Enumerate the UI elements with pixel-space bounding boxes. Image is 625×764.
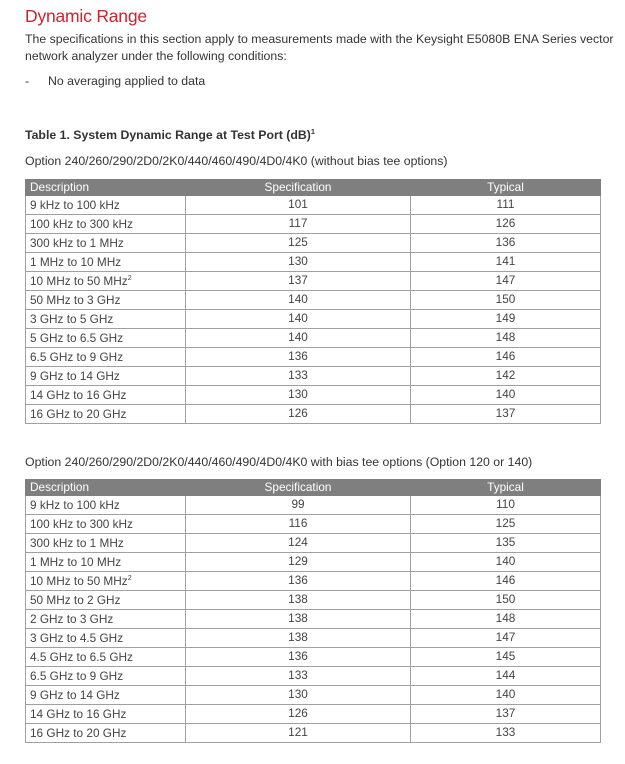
- cell-description: [26, 705, 186, 724]
- frequency-range: 9 kHz to 100 kHz: [30, 498, 120, 512]
- condition-bullet: -: [25, 74, 30, 88]
- cell-description: [26, 272, 186, 291]
- table-row: [26, 610, 601, 629]
- frequency-range: 14 GHz to 16 GHz: [30, 707, 127, 721]
- cell-description: [26, 291, 186, 310]
- frequency-range: 5 GHz to 6.5 GHz: [30, 331, 124, 345]
- cell-description: [26, 386, 186, 405]
- cell-specification: 140: [186, 329, 411, 348]
- cell-typical: 111: [411, 196, 601, 215]
- table-header-row: [26, 179, 601, 196]
- cell-typical: 140: [411, 553, 601, 572]
- table-row: [26, 515, 601, 534]
- cell-description: [26, 724, 186, 743]
- frequency-range: 16 GHz to 20 GHz: [30, 726, 127, 740]
- cell-specification: 117: [186, 215, 411, 234]
- cell-specification: 130: [186, 686, 411, 705]
- table-header-row: [26, 479, 601, 496]
- cell-typical: 150: [411, 291, 601, 310]
- table-row: [26, 253, 601, 272]
- cell-specification: 129: [186, 553, 411, 572]
- frequency-range: 4.5 GHz to 6.5 GHz: [30, 650, 133, 664]
- cell-description: [26, 348, 186, 367]
- table-row: [26, 405, 601, 424]
- frequency-range: 3 GHz to 4.5 GHz: [30, 631, 124, 645]
- cell-description: [26, 686, 186, 705]
- cell-description: [26, 405, 186, 424]
- table-row: [26, 591, 601, 610]
- cell-specification: 99: [186, 496, 411, 515]
- cell-specification: 133: [186, 367, 411, 386]
- cell-typical: 110: [411, 496, 601, 515]
- footnote-marker: 2: [127, 575, 132, 582]
- frequency-range: 3 GHz to 5 GHz: [30, 312, 114, 326]
- cell-description: [26, 629, 186, 648]
- header-description: Description: [26, 479, 186, 496]
- cell-typical: 150: [411, 591, 601, 610]
- condition-item: [25, 74, 205, 88]
- cell-typical: 140: [411, 686, 601, 705]
- table-row: [26, 724, 601, 743]
- cell-typical: 141: [411, 253, 601, 272]
- table-row: [26, 496, 601, 515]
- table-row: [26, 534, 601, 553]
- cell-specification: 130: [186, 386, 411, 405]
- dynamic-range-table-without-bias-tee: [25, 179, 601, 424]
- cell-description: [26, 329, 186, 348]
- cell-description: [26, 310, 186, 329]
- frequency-range: 6.5 GHz to 9 GHz: [30, 669, 124, 683]
- condition-text: No averaging applied to data: [48, 74, 206, 88]
- frequency-range: 2 GHz to 3 GHz: [30, 612, 114, 626]
- table-row: [26, 291, 601, 310]
- cell-typical: 133: [411, 724, 601, 743]
- table-row: [26, 234, 601, 253]
- cell-specification: 137: [186, 272, 411, 291]
- cell-typical: 148: [411, 610, 601, 629]
- frequency-range: 16 GHz to 20 GHz: [30, 407, 127, 421]
- header-specification: Specification: [186, 479, 411, 496]
- dynamic-range-table-with-bias-tee: [25, 479, 601, 743]
- cell-description: [26, 553, 186, 572]
- table-row: [26, 310, 601, 329]
- frequency-range: 300 kHz to 1 MHz: [30, 236, 124, 250]
- cell-typical: 135: [411, 534, 601, 553]
- table-row: [26, 348, 601, 367]
- cell-specification: 121: [186, 724, 411, 743]
- frequency-range: 50 MHz to 3 GHz: [30, 293, 121, 307]
- table-row: [26, 553, 601, 572]
- cell-typical: 147: [411, 272, 601, 291]
- frequency-range: 10 MHz to 50 MHz: [30, 574, 128, 588]
- cell-description: [26, 196, 186, 215]
- header-description: Description: [26, 179, 186, 196]
- table-row: [26, 272, 601, 291]
- table-row: [26, 629, 601, 648]
- header-specification: Specification: [186, 179, 411, 196]
- cell-description: [26, 496, 186, 515]
- cell-description: [26, 215, 186, 234]
- cell-typical: 140: [411, 386, 601, 405]
- table-row: [26, 367, 601, 386]
- cell-specification: 133: [186, 667, 411, 686]
- table-title: [25, 127, 315, 142]
- table-row: [26, 667, 601, 686]
- cell-typical: 144: [411, 667, 601, 686]
- cell-specification: 126: [186, 705, 411, 724]
- table-row: [26, 329, 601, 348]
- cell-description: [26, 591, 186, 610]
- cell-typical: 149: [411, 310, 601, 329]
- cell-specification: 140: [186, 310, 411, 329]
- cell-description: [26, 667, 186, 686]
- frequency-range: 9 GHz to 14 GHz: [30, 369, 120, 383]
- cell-description: [26, 253, 186, 272]
- cell-specification: 101: [186, 196, 411, 215]
- frequency-range: 100 kHz to 300 kHz: [30, 517, 133, 531]
- option-label-without-bias-tee: Option 240/260/290/2D0/2K0/440/460/490/4D0/4K0 (without bias tee options): [25, 154, 448, 168]
- frequency-range: 9 kHz to 100 kHz: [30, 198, 120, 212]
- cell-specification: 136: [186, 572, 411, 591]
- footnote-marker: 2: [127, 275, 132, 282]
- cell-specification: 130: [186, 253, 411, 272]
- page-title: Dynamic Range: [25, 6, 147, 26]
- table-row: [26, 572, 601, 591]
- option-label-with-bias-tee: Option 240/260/290/2D0/2K0/440/460/490/4D0/4K0 with bias tee options (Option 120 or 140): [25, 455, 533, 469]
- table-row: [26, 686, 601, 705]
- cell-typical: 126: [411, 215, 601, 234]
- table-row: [26, 648, 601, 667]
- cell-description: [26, 648, 186, 667]
- cell-typical: 136: [411, 234, 601, 253]
- cell-typical: 145: [411, 648, 601, 667]
- cell-typical: 147: [411, 629, 601, 648]
- cell-specification: 138: [186, 591, 411, 610]
- cell-description: [26, 534, 186, 553]
- header-typical: Typical: [411, 179, 601, 196]
- table-row: [26, 386, 601, 405]
- cell-typical: 137: [411, 405, 601, 424]
- cell-typical: 137: [411, 705, 601, 724]
- cell-typical: 146: [411, 572, 601, 591]
- cell-typical: 146: [411, 348, 601, 367]
- cell-description: [26, 572, 186, 591]
- cell-typical: 148: [411, 329, 601, 348]
- frequency-range: 9 GHz to 14 GHz: [30, 688, 120, 702]
- table-row: [26, 705, 601, 724]
- cell-description: [26, 515, 186, 534]
- cell-specification: 136: [186, 648, 411, 667]
- cell-specification: 125: [186, 234, 411, 253]
- frequency-range: 100 kHz to 300 kHz: [30, 217, 133, 231]
- cell-description: [26, 234, 186, 253]
- table-title-text: Table 1. System Dynamic Range at Test Port (dB): [25, 128, 311, 142]
- frequency-range: 300 kHz to 1 MHz: [30, 536, 124, 550]
- frequency-range: 1 MHz to 10 MHz: [30, 555, 122, 569]
- table-row: [26, 215, 601, 234]
- cell-specification: 140: [186, 291, 411, 310]
- cell-specification: 138: [186, 610, 411, 629]
- cell-specification: 124: [186, 534, 411, 553]
- cell-specification: 116: [186, 515, 411, 534]
- cell-specification: 126: [186, 405, 411, 424]
- cell-description: [26, 367, 186, 386]
- header-typical: Typical: [411, 479, 601, 496]
- cell-typical: 142: [411, 367, 601, 386]
- intro-paragraph: The specifications in this section apply to measurements made with the Keysight E5080B ENA Series vector network analyzer under the following conditions:: [25, 32, 614, 63]
- cell-description: [26, 610, 186, 629]
- frequency-range: 10 MHz to 50 MHz: [30, 274, 128, 288]
- frequency-range: 14 GHz to 16 GHz: [30, 388, 127, 402]
- frequency-range: 50 MHz to 2 GHz: [30, 593, 121, 607]
- cell-specification: 136: [186, 348, 411, 367]
- frequency-range: 6.5 GHz to 9 GHz: [30, 350, 124, 364]
- cell-typical: 125: [411, 515, 601, 534]
- table-row: [26, 196, 601, 215]
- table-title-footnote: 1: [310, 127, 316, 136]
- cell-specification: 138: [186, 629, 411, 648]
- frequency-range: 1 MHz to 10 MHz: [30, 255, 122, 269]
